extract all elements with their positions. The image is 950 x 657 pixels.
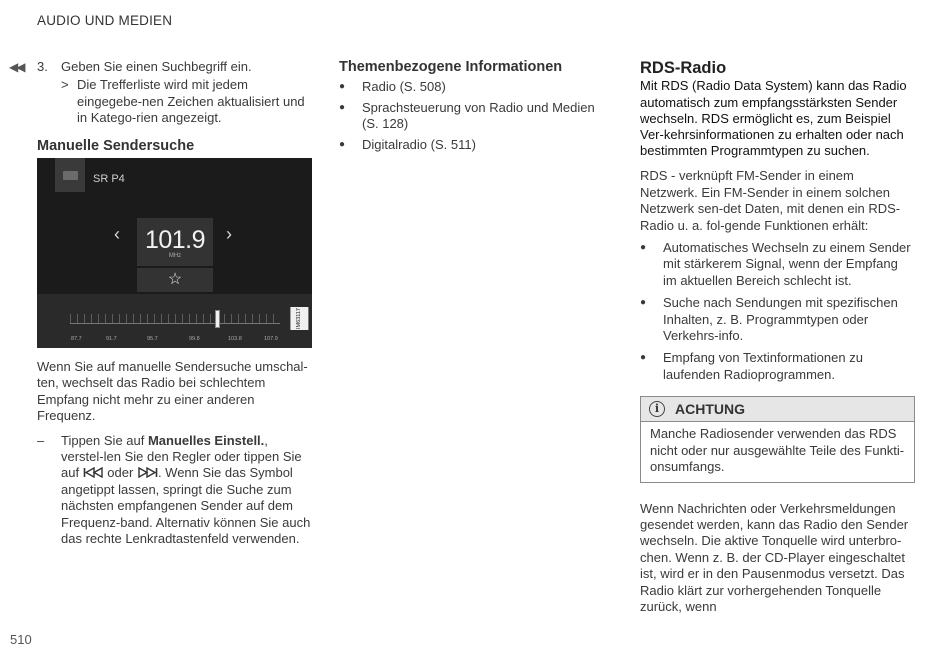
frequency-unit: MHz bbox=[168, 253, 182, 260]
list-item bbox=[640, 240, 915, 289]
frequency-value: 101.9 bbox=[144, 226, 206, 255]
rds-news-paragraph: Wenn Nachrichten oder Verkehrsmeldungen gesendet werden, kann das Radio den Sender wechseln. Die aktive Tonquelle wird unterbro-chen. Wenn z. B. der CD-Player eingeschaltet ist, wird er in den Pausenmodus versetzt. Das Radio klärt zur vorhergehenden Tonquelle zurück, wenn bbox=[640, 500, 909, 614]
skip-back-icon bbox=[83, 467, 104, 478]
step-text: Geben Sie einen Suchbegriff ein. bbox=[61, 59, 252, 74]
page-number: 510 bbox=[10, 632, 32, 647]
list-item[interactable] bbox=[339, 100, 604, 133]
bullet-icon: ● bbox=[640, 352, 647, 364]
section-heading-manual-search: Manuelle Sendersuche bbox=[37, 137, 195, 154]
manual-search-paragraph: Wenn Sie auf manuelle Sendersuche umschal-ten, wechselt das Radio bei schlechtem Empfang nicht mehr zu einer anderen Frequenz. bbox=[37, 359, 308, 424]
warning-box bbox=[640, 396, 915, 482]
list-item bbox=[640, 350, 915, 383]
bullet-icon: ● bbox=[339, 101, 346, 113]
radio-icon bbox=[63, 171, 78, 180]
rds-network-paragraph: RDS - verknüpft FM-Sender in einem Netzwerk. Ein FM-Sender in einem solchen Netzwerk sen-det Daten, mit denen ein RDS-Radio u. a. fol-gende Funktionen erhält: bbox=[640, 168, 901, 233]
frequency-band bbox=[37, 294, 312, 348]
column-right bbox=[640, 59, 915, 615]
feature-text: Automatisches Wechseln zu einem Sender mit stärkerem Signal, wenn der Empfang im aktuellen Bereich schlecht ist. bbox=[663, 240, 911, 288]
step-result bbox=[61, 77, 312, 126]
rds-heading: RDS-Radio bbox=[640, 59, 727, 77]
band-label: 99.8 bbox=[189, 336, 200, 343]
rds-intro: Mit RDS (Radio Data System) kann das Radio automatisch zum empfangsstärksten Sender wechseln. RDS ermöglicht es, zum Beispiel Ver-kehrsinformationen zu erhalten oder nach bestimmten Programmtypen zu suchen. bbox=[640, 78, 907, 159]
radio-screen-illustration bbox=[37, 158, 312, 348]
image-code: IM63117 bbox=[290, 307, 308, 330]
band-label: 95.7 bbox=[147, 336, 158, 343]
list-item[interactable] bbox=[339, 137, 604, 153]
related-links-list bbox=[339, 79, 604, 153]
frequency-scale bbox=[70, 314, 280, 324]
band-label: 91.7 bbox=[106, 336, 117, 343]
station-logo-box bbox=[55, 158, 85, 192]
warning-title: ACHTUNG bbox=[675, 401, 745, 418]
instruction-item bbox=[37, 433, 312, 548]
related-link-voice-control[interactable]: Sprachsteuerung von Radio und Medien (S. 128) bbox=[362, 99, 595, 132]
favorite-star-icon: ☆ bbox=[137, 268, 213, 292]
feature-text: Suche nach Sendungen mit spezifischen Inhalten, z. B. Programmtypen oder Verkehrs-info. bbox=[663, 295, 898, 344]
bullet-icon: ● bbox=[640, 242, 647, 254]
station-name: SR P4 bbox=[93, 173, 125, 186]
result-marker: > bbox=[61, 77, 69, 93]
frequency-display bbox=[137, 218, 213, 266]
chevron-left-icon: ‹ bbox=[114, 224, 120, 245]
instruction-text: Tippen Sie auf Manuelles Einstell., verstel-len Sie den Regler oder tippen Sie auf oder . Wenn Sie das Symbol angetippt lassen, springt die Suche zum nächsten empfangenen Sender auf dem Frequenz-band. Alternativ können Sie auch das rechte Lenkradtastenfeld verwenden. bbox=[61, 432, 311, 547]
frequency-slider-handle bbox=[215, 310, 220, 328]
rds-features-list bbox=[640, 240, 915, 383]
band-label: 87.7 bbox=[71, 336, 82, 343]
bullet-icon: ● bbox=[640, 297, 647, 309]
bullet-icon: ● bbox=[339, 81, 346, 93]
skip-forward-icon bbox=[137, 467, 158, 478]
list-item bbox=[640, 295, 915, 344]
column-middle bbox=[339, 59, 604, 153]
result-text: Die Trefferliste wird mit jedem eingegebe-nen Zeichen aktualisiert und in Katego-rien angezeigt. bbox=[77, 77, 305, 126]
band-label: 107.9 bbox=[264, 336, 278, 343]
chevron-right-icon: › bbox=[226, 224, 232, 245]
dash-marker: – bbox=[37, 432, 45, 448]
list-item[interactable] bbox=[339, 79, 604, 95]
feature-text: Empfang von Textinformationen zu laufenden Radioprogrammen. bbox=[663, 350, 863, 382]
step-item bbox=[37, 59, 312, 75]
related-info-heading: Themenbezogene Informationen bbox=[339, 59, 563, 75]
related-link-digital-radio[interactable]: Digitalradio (S. 511) bbox=[362, 136, 476, 152]
band-label: 103.8 bbox=[228, 336, 242, 343]
step-number: 3. bbox=[37, 59, 48, 74]
warning-text: Manche Radiosender verwenden das RDS nicht oder nur ausgewählte Teile des Funkti-onsumfangs. bbox=[650, 426, 905, 475]
related-link-radio[interactable]: Radio (S. 508) bbox=[362, 79, 446, 95]
page-header: AUDIO UND MEDIEN bbox=[37, 13, 173, 28]
manual-tuning-label: Manuelles Einstell. bbox=[147, 432, 265, 448]
warning-header bbox=[641, 397, 914, 422]
bullet-icon: ● bbox=[339, 138, 346, 150]
info-icon: i bbox=[649, 401, 665, 417]
back-arrows-icon: ◀◀ bbox=[9, 60, 24, 74]
column-left bbox=[37, 59, 312, 548]
